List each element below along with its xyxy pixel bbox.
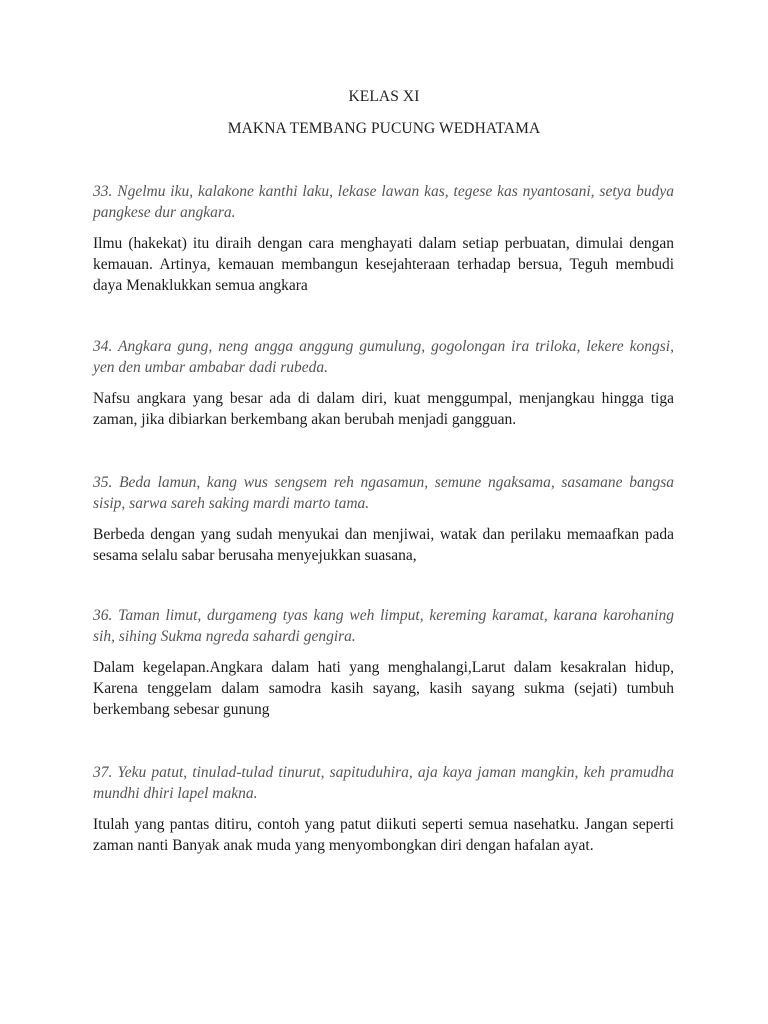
verse-meaning: Dalam kegelapan.Angkara dalam hati yang menghalangi,Larut dalam kesakralan hidup, Karena tenggelam dalam samodra kasih sayang, kasih sayang sukma (sejati) tumbuh berkembang sebesar gunung (93, 659, 674, 718)
verse-meaning: Nafsu angkara yang besar ada di dalam diri, kuat menggumpal, menjangkau hingga tiga zaman, jika dibiarkan berkembang akan berubah menjadi gangguan. (93, 390, 674, 428)
verse-block (93, 181, 674, 296)
subject-title: MAKNA TEMBANG PUCUNG WEDHATAMA (227, 120, 541, 137)
class-title: KELAS XI (348, 88, 420, 105)
verse-block (93, 605, 674, 720)
verse-block (93, 472, 674, 566)
verse-meaning: Berbeda dengan yang sudah menyukai dan menjiwai, watak dan perilaku memaafkan pada sesama selalu sabar berusaha menyejukkan suasana, (93, 526, 674, 564)
verse-text: 36. Taman limut, durgameng tyas kang weh limput, kereming karamat, karana karohaning sih, sihing Sukma ngreda sahardi gengira. (93, 607, 674, 645)
verse-meaning: Itulah yang pantas ditiru, contoh yang patut diikuti seperti semua nasehatku. Jangan seperti zaman nanti Banyak anak muda yang menyombongkan diri dengan hafalan ayat. (93, 816, 674, 854)
verse-text: 37. Yeku patut, tinulad-tulad tinurut, sapituduhira, aja kaya jaman mangkin, keh pramudha mundhi dhiri lapel makna. (93, 764, 674, 802)
verse-text: 34. Angkara gung, neng angga anggung gumulung, gogolongan ira triloka, lekere kongsi, yen den umbar ambabar dadi rubeda. (93, 338, 674, 376)
verse-text: 35. Beda lamun, kang wus sengsem reh ngasamun, semune ngaksama, sasamane bangsa sisip, sarwa sareh saking mardi marto tama. (93, 474, 674, 512)
verse-meaning: Ilmu (hakekat) itu diraih dengan cara menghayati dalam setiap perbuatan, dimulai dengan kemauan. Artinya, kemauan membangun kesejahteraan terhadap bersua, Teguh membudi daya Menaklukkan semua angkara (93, 235, 674, 294)
verse-text: 33. Ngelmu iku, kalakone kanthi laku, lekase lawan kas, tegese kas nyantosani, setya budya pangkese dur angkara. (93, 183, 674, 221)
verse-block (93, 762, 674, 856)
verse-block (93, 336, 674, 430)
